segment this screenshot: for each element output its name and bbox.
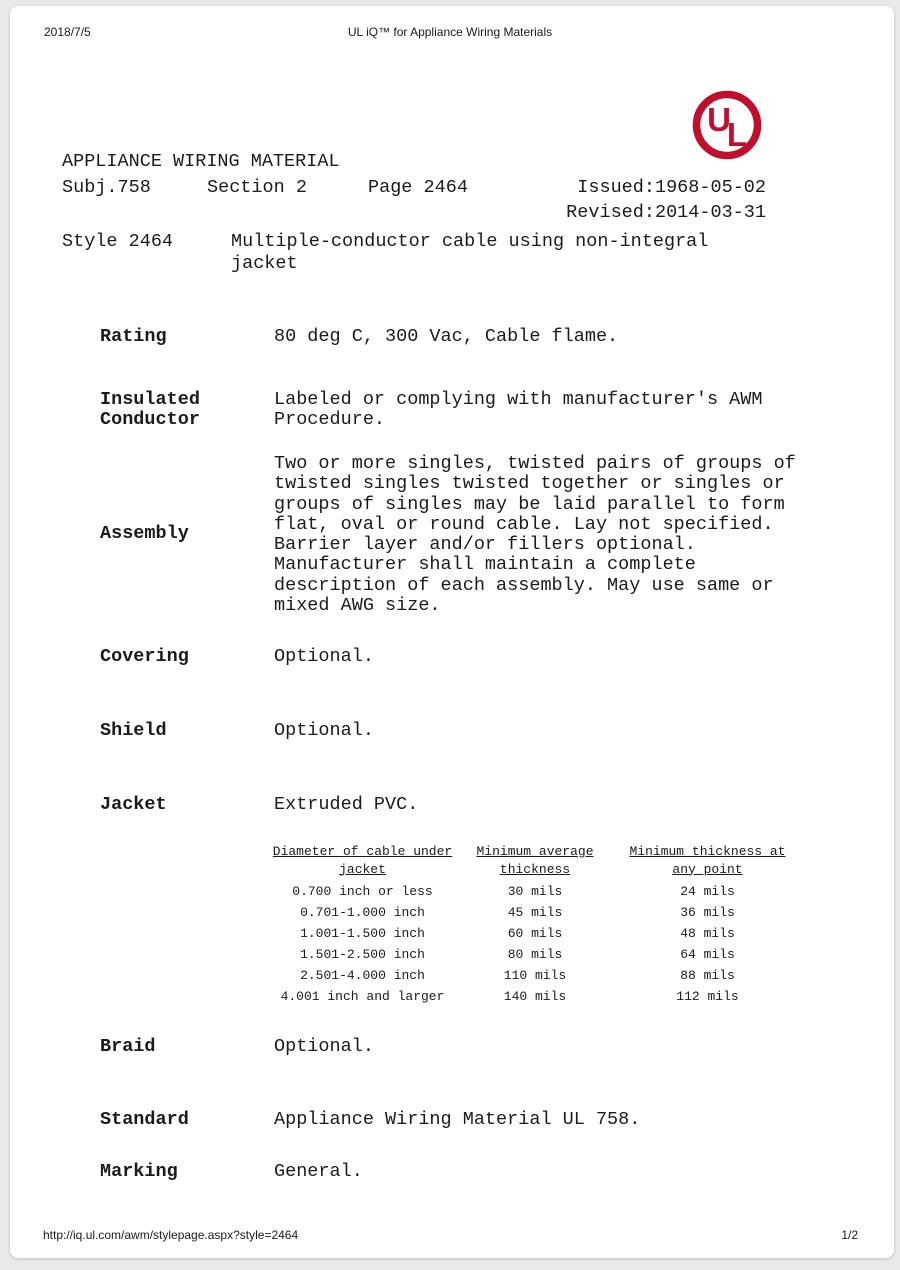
ul-logo xyxy=(692,90,762,160)
spec-value-rating: 80 deg C, 300 Vac, Cable flame. xyxy=(274,326,619,347)
table-row xyxy=(265,965,805,986)
spec-value-jacket: Extruded PVC. xyxy=(274,794,419,815)
section-number: Section 2 xyxy=(207,177,307,198)
table-header-min-average xyxy=(460,843,610,878)
table-cell: 30 mils xyxy=(507,884,563,899)
jacket-thickness-table xyxy=(265,843,805,1007)
table-row xyxy=(265,881,805,902)
table-header-row xyxy=(265,843,805,878)
document-page xyxy=(10,6,894,1258)
spec-label-standard: Standard xyxy=(100,1109,189,1130)
issued-date: Issued:1968-05-02 xyxy=(577,177,766,198)
table-cell: 1.001-1.500 inch xyxy=(300,926,425,941)
table-cell: 80 mils xyxy=(507,947,563,962)
table-cell: 48 mils xyxy=(680,926,735,941)
ul-logo-letter-l: L xyxy=(726,116,748,153)
table-cell: 88 mils xyxy=(680,968,735,983)
subject-number: Subj.758 xyxy=(62,177,151,198)
table-cell: 1.501-2.500 inch xyxy=(300,947,425,962)
table-cell: 24 mils xyxy=(680,884,735,899)
table-header-line: Diameter of cable under xyxy=(272,844,453,859)
spec-value-assembly: Two or more singles, twisted pairs of groups of twisted singles twisted together or singles or groups of singles may be laid parallel to form flat, oval or round cable. Lay not specified. Barrier layer and/or fillers optional. Manufacturer shall maintain a complete description of each assembly. May use same or mixed AWG size. xyxy=(274,453,796,617)
spec-label-jacket: Jacket xyxy=(100,794,167,815)
table-cell: 0.701-1.000 inch xyxy=(300,905,425,920)
table-body xyxy=(265,881,805,1007)
spec-label-rating: Rating xyxy=(100,326,167,347)
ul-logo-letter-u: U xyxy=(707,101,731,138)
table-cell: 64 mils xyxy=(680,947,735,962)
spec-value-shield: Optional. xyxy=(274,720,374,741)
table-cell: 60 mils xyxy=(507,926,563,941)
style-number: Style 2464 xyxy=(62,231,174,252)
table-row xyxy=(265,986,805,1007)
table-cell: 110 mils xyxy=(503,968,567,983)
revised-date: Revised:2014-03-31 xyxy=(566,202,766,223)
spec-value-marking: General. xyxy=(274,1161,363,1182)
table-cell: 4.001 inch and larger xyxy=(280,989,445,1004)
table-header-line: thickness xyxy=(499,861,571,877)
spec-value-braid: Optional. xyxy=(274,1036,374,1057)
table-cell: 0.700 inch or less xyxy=(292,884,433,899)
table-cell: 45 mils xyxy=(507,905,563,920)
table-cell: 2.501-4.000 inch xyxy=(300,968,425,983)
spec-label-shield: Shield xyxy=(100,720,167,741)
table-cell: 140 mils xyxy=(503,989,567,1004)
table-cell: 36 mils xyxy=(680,905,735,920)
spec-label-braid: Braid xyxy=(100,1036,156,1057)
print-header-date: 2018/7/5 xyxy=(44,25,91,39)
table-header-diameter xyxy=(265,843,460,878)
table-cell: 112 mils xyxy=(676,989,739,1004)
table-header-line: Minimum average xyxy=(476,844,594,859)
spec-label-assembly: Assembly xyxy=(100,523,189,544)
table-header-line: Minimum thickness at xyxy=(629,844,786,859)
table-header-min-any-point xyxy=(610,843,805,878)
ul-logo-icon xyxy=(692,90,762,160)
print-header-title: UL iQ™ for Appliance Wiring Materials xyxy=(347,25,553,39)
table-row xyxy=(265,944,805,965)
table-header-line: any point xyxy=(672,861,743,877)
table-header-line: jacket xyxy=(339,861,386,877)
style-description: Multiple-conductor cable using non-integral jacket xyxy=(231,231,709,274)
spec-label-covering: Covering xyxy=(100,646,189,667)
spec-value-covering: Optional. xyxy=(274,646,374,667)
page-number: Page 2464 xyxy=(368,177,468,198)
print-footer-url: http://iq.ul.com/awm/stylepage.aspx?style=2464 xyxy=(43,1228,299,1242)
table-row xyxy=(265,923,805,944)
spec-label-insulated-conductor: Insulated Conductor xyxy=(100,389,200,431)
table-row xyxy=(265,902,805,923)
spec-value-standard: Appliance Wiring Material UL 758. xyxy=(274,1109,641,1130)
print-footer-page-indicator: 1/2 xyxy=(841,1228,858,1242)
spec-value-insulated-conductor: Labeled or complying with manufacturer's AWM Procedure. xyxy=(274,389,763,431)
spec-label-marking: Marking xyxy=(100,1161,178,1182)
document-heading: APPLIANCE WIRING MATERIAL xyxy=(62,151,340,172)
